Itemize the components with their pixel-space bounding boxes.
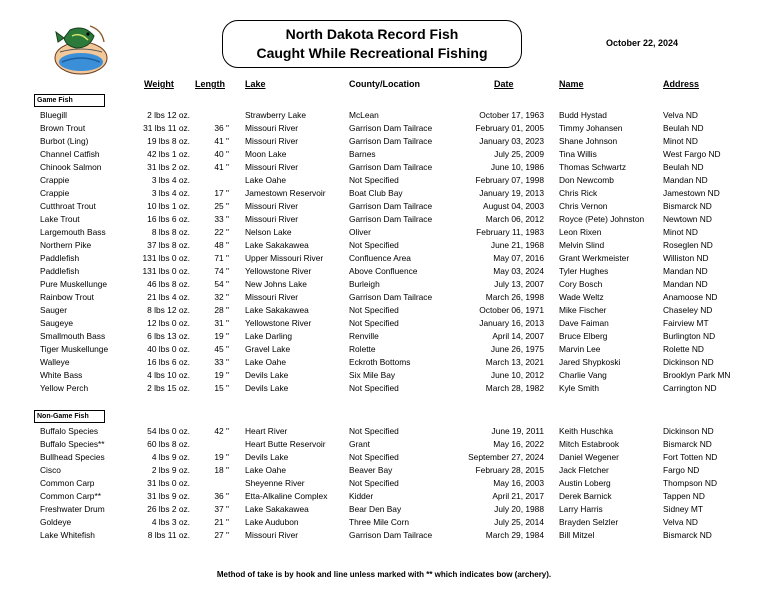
species-cell: Cisco — [40, 465, 61, 475]
species-cell: Common Carp — [40, 478, 95, 488]
lake-cell: Lake Sakakawea — [245, 240, 309, 250]
length-cell: 71 " — [214, 253, 229, 263]
weight-cell: 3 lbs 4 oz. — [151, 188, 190, 198]
length-cell: 28 " — [214, 305, 229, 315]
angler-name-cell: Brayden Selzler — [559, 517, 619, 527]
table-row — [0, 356, 768, 369]
date-cell: June 21, 1968 — [490, 240, 544, 250]
date-cell: February 28, 2015 — [475, 465, 544, 475]
lake-cell: Heart Butte Reservoir — [245, 439, 326, 449]
lake-cell: Etta-Alkaline Complex — [245, 491, 328, 501]
lake-cell: Strawberry Lake — [245, 110, 306, 120]
address-cell: Carrington ND — [663, 383, 717, 393]
non-game-fish-table — [0, 425, 768, 542]
length-cell: 54 " — [214, 279, 229, 289]
table-row — [0, 226, 768, 239]
weight-cell: 46 lbs 8 oz. — [147, 279, 190, 289]
length-cell: 74 " — [214, 266, 229, 276]
county-cell: Beaver Bay — [349, 465, 393, 475]
table-row — [0, 252, 768, 265]
address-cell: Fairview MT — [663, 318, 709, 328]
weight-cell: 8 lbs 11 oz. — [147, 530, 190, 540]
county-cell: Three Mile Corn — [349, 517, 410, 527]
length-cell: 36 " — [214, 123, 229, 133]
angler-name-cell: Cory Bosch — [559, 279, 603, 289]
table-row — [0, 382, 768, 395]
length-cell: 17 " — [214, 188, 229, 198]
weight-cell: 26 lbs 2 oz. — [147, 504, 190, 514]
angler-name-cell: Bruce Elberg — [559, 331, 608, 341]
address-cell: Bismarck ND — [663, 530, 712, 540]
date-cell: July 13, 2007 — [494, 279, 544, 289]
county-cell: Garrison Dam Tailrace — [349, 136, 433, 146]
address-cell: Bismarck ND — [663, 201, 712, 211]
table-row — [0, 239, 768, 252]
species-cell: Paddlefish — [40, 266, 80, 276]
species-cell: Buffalo Species** — [40, 439, 105, 449]
table-row — [0, 503, 768, 516]
angler-name-cell: Kyle Smith — [559, 383, 600, 393]
date-cell: April 14, 2007 — [492, 331, 544, 341]
weight-cell: 31 lbs 11 oz. — [143, 123, 190, 133]
table-row — [0, 109, 768, 122]
length-cell: 19 " — [214, 331, 229, 341]
length-cell: 33 " — [214, 214, 229, 224]
lake-cell: Devils Lake — [245, 370, 289, 380]
date-cell: June 26, 1975 — [490, 344, 544, 354]
date-cell: July 25, 2009 — [494, 149, 544, 159]
lake-cell: Upper Missouri River — [245, 253, 324, 263]
species-cell: Saugeye — [40, 318, 74, 328]
address-cell: Newtown ND — [663, 214, 712, 224]
table-row — [0, 369, 768, 382]
date-cell: June 10, 1986 — [490, 162, 544, 172]
weight-cell: 31 lbs 9 oz. — [147, 491, 190, 501]
county-cell: Confluence Area — [349, 253, 411, 263]
length-cell: 21 " — [214, 517, 229, 527]
date-cell: March 28, 1982 — [485, 383, 544, 393]
table-row — [0, 148, 768, 161]
county-cell: Not Specified — [349, 240, 399, 250]
lake-cell: Lake Sakakawea — [245, 504, 309, 514]
lake-cell: Lake Darling — [245, 331, 293, 341]
date-cell: April 21, 2017 — [492, 491, 544, 501]
date-cell: May 03, 2024 — [493, 266, 544, 276]
species-cell: Bluegill — [40, 110, 68, 120]
angler-name-cell: Royce (Pete) Johnston — [559, 214, 645, 224]
weight-cell: 8 lbs 12 oz. — [147, 305, 190, 315]
county-cell: Not Specified — [349, 175, 399, 185]
date-cell: May 16, 2003 — [493, 478, 544, 488]
weight-cell: 37 lbs 8 oz. — [147, 240, 190, 250]
length-cell: 48 " — [214, 240, 229, 250]
address-cell: Bismarck ND — [663, 439, 712, 449]
species-cell: Pure Muskellunge — [40, 279, 108, 289]
table-row — [0, 304, 768, 317]
table-row — [0, 291, 768, 304]
species-cell: Buffalo Species — [40, 426, 99, 436]
county-cell: Garrison Dam Tailrace — [349, 123, 433, 133]
species-cell: Lake Whitefish — [40, 530, 95, 540]
length-cell: 15 " — [214, 383, 229, 393]
species-cell: Burbot (Ling) — [40, 136, 89, 146]
angler-name-cell: Dave Faiman — [559, 318, 609, 328]
angler-name-cell: Mitch Estabrook — [559, 439, 620, 449]
county-cell: Oliver — [349, 227, 371, 237]
county-cell: Not Specified — [349, 478, 399, 488]
weight-cell: 4 lbs 9 oz. — [151, 452, 190, 462]
weight-cell: 2 lbs 15 oz. — [147, 383, 190, 393]
angler-name-cell: Thomas Schwartz — [559, 162, 627, 172]
species-cell: Northern Pike — [40, 240, 92, 250]
lake-cell: New Johns Lake — [245, 279, 307, 289]
date-cell: October 06, 1971 — [479, 305, 544, 315]
angler-name-cell: Wade Weltz — [559, 292, 604, 302]
lake-cell: Lake Oahe — [245, 175, 286, 185]
county-cell: Garrison Dam Tailrace — [349, 162, 433, 172]
angler-name-cell: Don Newcomb — [559, 175, 614, 185]
species-cell: Yellow Perch — [40, 383, 89, 393]
weight-cell: 2 lbs 9 oz. — [151, 465, 190, 475]
length-cell: 32 " — [214, 292, 229, 302]
species-cell: Sauger — [40, 305, 68, 315]
weight-cell: 16 lbs 6 oz. — [147, 357, 190, 367]
lake-cell: Yellowstone River — [245, 318, 312, 328]
table-row — [0, 278, 768, 291]
page-title — [222, 20, 522, 68]
lake-cell: Missouri River — [245, 123, 299, 133]
date-cell: October 17, 1963 — [479, 110, 544, 120]
weight-cell: 12 lbs 0 oz. — [147, 318, 190, 328]
county-cell: Six Mile Bay — [349, 370, 396, 380]
table-row — [0, 464, 768, 477]
angler-name-cell: Timmy Johansen — [559, 123, 623, 133]
angler-name-cell: Mike Fischer — [559, 305, 607, 315]
weight-cell: 6 lbs 13 oz. — [147, 331, 190, 341]
angler-name-cell: Chris Rick — [559, 188, 598, 198]
table-row — [0, 477, 768, 490]
length-cell: 37 " — [214, 504, 229, 514]
length-cell: 19 " — [214, 452, 229, 462]
county-cell: McLean — [349, 110, 379, 120]
angler-name-cell: Jack Fletcher — [559, 465, 609, 475]
weight-cell: 4 lbs 3 oz. — [151, 517, 190, 527]
table-row — [0, 174, 768, 187]
angler-name-cell: Melvin Slind — [559, 240, 605, 250]
address-cell: Tappen ND — [663, 491, 705, 501]
address-cell: Thompson ND — [663, 478, 717, 488]
address-cell: Anamoose ND — [663, 292, 718, 302]
date-cell: June 10, 2012 — [490, 370, 544, 380]
address-cell: Mandan ND — [663, 266, 708, 276]
header-county: County/Location — [349, 79, 420, 89]
address-cell: Beulah ND — [663, 123, 704, 133]
species-cell: White Bass — [40, 370, 83, 380]
species-cell: Walleye — [40, 357, 70, 367]
section-label-non-game-fish: Non-Game Fish — [34, 410, 105, 423]
weight-cell: 19 lbs 8 oz. — [147, 136, 190, 146]
table-row — [0, 265, 768, 278]
lake-cell: Missouri River — [245, 214, 299, 224]
date-cell: March 26, 1998 — [485, 292, 544, 302]
species-cell: Common Carp** — [40, 491, 101, 501]
length-cell: 27 " — [214, 530, 229, 540]
lake-cell: Devils Lake — [245, 383, 289, 393]
species-cell: Cutthroat Trout — [40, 201, 96, 211]
date-cell: January 16, 2013 — [479, 318, 544, 328]
lake-cell: Moon Lake — [245, 149, 287, 159]
header-lake: Lake — [245, 79, 266, 89]
angler-name-cell: Keith Huschka — [559, 426, 613, 436]
length-cell: 45 " — [214, 344, 229, 354]
date-cell: January 03, 2023 — [479, 136, 544, 146]
lake-cell: Yellowstone River — [245, 266, 312, 276]
table-row — [0, 122, 768, 135]
county-cell: Not Specified — [349, 426, 399, 436]
angler-name-cell: Budd Hystad — [559, 110, 607, 120]
county-cell: Eckroth Bottoms — [349, 357, 411, 367]
table-row — [0, 330, 768, 343]
fish-logo-icon — [50, 18, 112, 80]
address-cell: Beulah ND — [663, 162, 704, 172]
angler-name-cell: Tina Willis — [559, 149, 597, 159]
table-row — [0, 187, 768, 200]
address-cell: Dickinson ND — [663, 357, 714, 367]
angler-name-cell: Chris Vernon — [559, 201, 608, 211]
species-cell: Smallmouth Bass — [40, 331, 106, 341]
county-cell: Above Confluence — [349, 266, 418, 276]
address-cell: Minot ND — [663, 227, 698, 237]
length-cell: 22 " — [214, 227, 229, 237]
date-cell: September 27, 2024 — [468, 452, 544, 462]
species-cell: Crappie — [40, 175, 70, 185]
section-label-game-fish: Game Fish — [34, 94, 105, 107]
address-cell: West Fargo ND — [663, 149, 721, 159]
lake-cell: Lake Oahe — [245, 465, 286, 475]
title-line-1: North Dakota Record Fish — [285, 26, 459, 42]
weight-cell: 10 lbs 1 oz. — [147, 201, 190, 211]
table-row — [0, 200, 768, 213]
date-cell: May 16, 2022 — [493, 439, 544, 449]
lake-cell: Missouri River — [245, 162, 299, 172]
county-cell: Burleigh — [349, 279, 380, 289]
lake-cell: Lake Oahe — [245, 357, 286, 367]
weight-cell: 131 lbs 0 oz. — [142, 266, 190, 276]
species-cell: Chinook Salmon — [40, 162, 102, 172]
weight-cell: 42 lbs 1 oz. — [147, 149, 190, 159]
angler-name-cell: Marvin Lee — [559, 344, 601, 354]
weight-cell: 40 lbs 0 oz. — [147, 344, 190, 354]
header-length: Length — [195, 79, 225, 89]
address-cell: Minot ND — [663, 136, 698, 146]
lake-cell: Devils Lake — [245, 452, 289, 462]
header-weight: Weight — [144, 79, 174, 89]
length-cell: 31 " — [214, 318, 229, 328]
lake-cell: Gravel Lake — [245, 344, 291, 354]
county-cell: Rolette — [349, 344, 376, 354]
table-row — [0, 490, 768, 503]
county-cell: Barnes — [349, 149, 376, 159]
date-cell: March 29, 1984 — [485, 530, 544, 540]
weight-cell: 131 lbs 0 oz. — [142, 253, 190, 263]
lake-cell: Missouri River — [245, 292, 299, 302]
species-cell: Brown Trout — [40, 123, 86, 133]
date-cell: February 01, 2005 — [475, 123, 544, 133]
address-cell: Dickinson ND — [663, 426, 714, 436]
species-cell: Channel Catfish — [40, 149, 100, 159]
angler-name-cell: Bill Mitzel — [559, 530, 595, 540]
length-cell: 36 " — [214, 491, 229, 501]
address-cell: Brooklyn Park MN — [663, 370, 731, 380]
angler-name-cell: Austin Loberg — [559, 478, 611, 488]
address-cell: Chaseley ND — [663, 305, 713, 315]
length-cell: 41 " — [214, 162, 229, 172]
address-cell: Fargo ND — [663, 465, 700, 475]
length-cell: 42 " — [214, 426, 229, 436]
county-cell: Boat Club Bay — [349, 188, 403, 198]
county-cell: Bear Den Bay — [349, 504, 402, 514]
date-cell: August 04, 2003 — [482, 201, 544, 211]
lake-cell: Heart River — [245, 426, 288, 436]
date-cell: March 13, 2021 — [485, 357, 544, 367]
county-cell: Garrison Dam Tailrace — [349, 201, 433, 211]
address-cell: Rolette ND — [663, 344, 704, 354]
weight-cell: 21 lbs 4 oz. — [147, 292, 190, 302]
length-cell: 19 " — [214, 370, 229, 380]
lake-cell: Missouri River — [245, 201, 299, 211]
angler-name-cell: Daniel Wegener — [559, 452, 619, 462]
header-name: Name — [559, 79, 584, 89]
county-cell: Renville — [349, 331, 379, 341]
species-cell: Largemouth Bass — [40, 227, 106, 237]
date-cell: February 11, 1983 — [476, 227, 544, 237]
angler-name-cell: Jared Shypkoski — [559, 357, 621, 367]
angler-name-cell: Derek Barnick — [559, 491, 612, 501]
address-cell: Fort Totten ND — [663, 452, 718, 462]
header-address: Address — [663, 79, 700, 89]
angler-name-cell: Shane Johnson — [559, 136, 618, 146]
county-cell: Garrison Dam Tailrace — [349, 214, 433, 224]
lake-cell: Missouri River — [245, 136, 299, 146]
lake-cell: Lake Audubon — [245, 517, 299, 527]
angler-name-cell: Charlie Vang — [559, 370, 607, 380]
lake-cell: Sheyenne River — [245, 478, 305, 488]
length-cell: 18 " — [214, 465, 229, 475]
address-cell: Roseglen ND — [663, 240, 713, 250]
address-cell: Velva ND — [663, 517, 698, 527]
weight-cell: 31 lbs 2 oz. — [147, 162, 190, 172]
weight-cell: 8 lbs 8 oz. — [151, 227, 190, 237]
county-cell: Kidder — [349, 491, 374, 501]
date-cell: July 25, 2014 — [494, 517, 544, 527]
date-cell: February 07, 1998 — [475, 175, 544, 185]
weight-cell: 60 lbs 8 oz. — [147, 439, 190, 449]
date-cell: January 19, 2013 — [479, 188, 544, 198]
species-cell: Rainbow Trout — [40, 292, 94, 302]
address-cell: Jamestown ND — [663, 188, 720, 198]
game-fish-table — [0, 109, 768, 395]
address-cell: Mandan ND — [663, 279, 708, 289]
title-line-2: Caught While Recreational Fishing — [256, 45, 488, 61]
lake-cell: Nelson Lake — [245, 227, 292, 237]
table-row — [0, 516, 768, 529]
address-cell: Mandan ND — [663, 175, 708, 185]
report-date: October 22, 2024 — [606, 38, 679, 48]
species-cell: Paddlefish — [40, 253, 80, 263]
table-row — [0, 343, 768, 356]
header-date: Date — [494, 79, 514, 89]
species-cell: Freshwater Drum — [40, 504, 105, 514]
angler-name-cell: Larry Harris — [559, 504, 603, 514]
weight-cell: 3 lbs 4 oz. — [151, 175, 190, 185]
address-cell: Williston ND — [663, 253, 709, 263]
county-cell: Not Specified — [349, 318, 399, 328]
length-cell: 40 " — [214, 149, 229, 159]
length-cell: 33 " — [214, 357, 229, 367]
footnote: Method of take is by hook and line unless marked with ** which indicates bow (archery). — [216, 570, 552, 579]
county-cell: Garrison Dam Tailrace — [349, 530, 433, 540]
table-row — [0, 529, 768, 542]
county-cell: Not Specified — [349, 305, 399, 315]
angler-name-cell: Grant Werkmeister — [559, 253, 630, 263]
address-cell: Burlington ND — [663, 331, 716, 341]
length-cell: 41 " — [214, 136, 229, 146]
table-row — [0, 135, 768, 148]
angler-name-cell: Leon Rixen — [559, 227, 602, 237]
weight-cell: 2 lbs 12 oz. — [147, 110, 190, 120]
table-row — [0, 438, 768, 451]
county-cell: Not Specified — [349, 383, 399, 393]
county-cell: Garrison Dam Tailrace — [349, 292, 433, 302]
species-cell: Crappie — [40, 188, 70, 198]
species-cell: Lake Trout — [40, 214, 80, 224]
weight-cell: 31 lbs 0 oz. — [147, 478, 190, 488]
county-cell: Not Specified — [349, 452, 399, 462]
date-cell: March 06, 2012 — [485, 214, 544, 224]
table-row — [0, 161, 768, 174]
species-cell: Tiger Muskellunge — [40, 344, 109, 354]
table-row — [0, 213, 768, 226]
table-row — [0, 317, 768, 330]
angler-name-cell: Tyler Hughes — [559, 266, 609, 276]
table-row — [0, 451, 768, 464]
lake-cell: Lake Sakakawea — [245, 305, 309, 315]
species-cell: Bullhead Species — [40, 452, 105, 462]
address-cell: Sidney MT — [663, 504, 704, 514]
lake-cell: Missouri River — [245, 530, 299, 540]
county-cell: Grant — [349, 439, 370, 449]
address-cell: Velva ND — [663, 110, 698, 120]
weight-cell: 4 lbs 10 oz. — [147, 370, 190, 380]
date-cell: June 19, 2011 — [491, 426, 544, 436]
date-cell: May 07, 2016 — [493, 253, 544, 263]
length-cell: 25 " — [214, 201, 229, 211]
weight-cell: 16 lbs 6 oz. — [147, 214, 190, 224]
date-cell: July 20, 1988 — [494, 504, 544, 514]
lake-cell: Jamestown Reservoir — [245, 188, 326, 198]
species-cell: Goldeye — [40, 517, 72, 527]
weight-cell: 54 lbs 0 oz. — [147, 426, 190, 436]
table-row — [0, 425, 768, 438]
